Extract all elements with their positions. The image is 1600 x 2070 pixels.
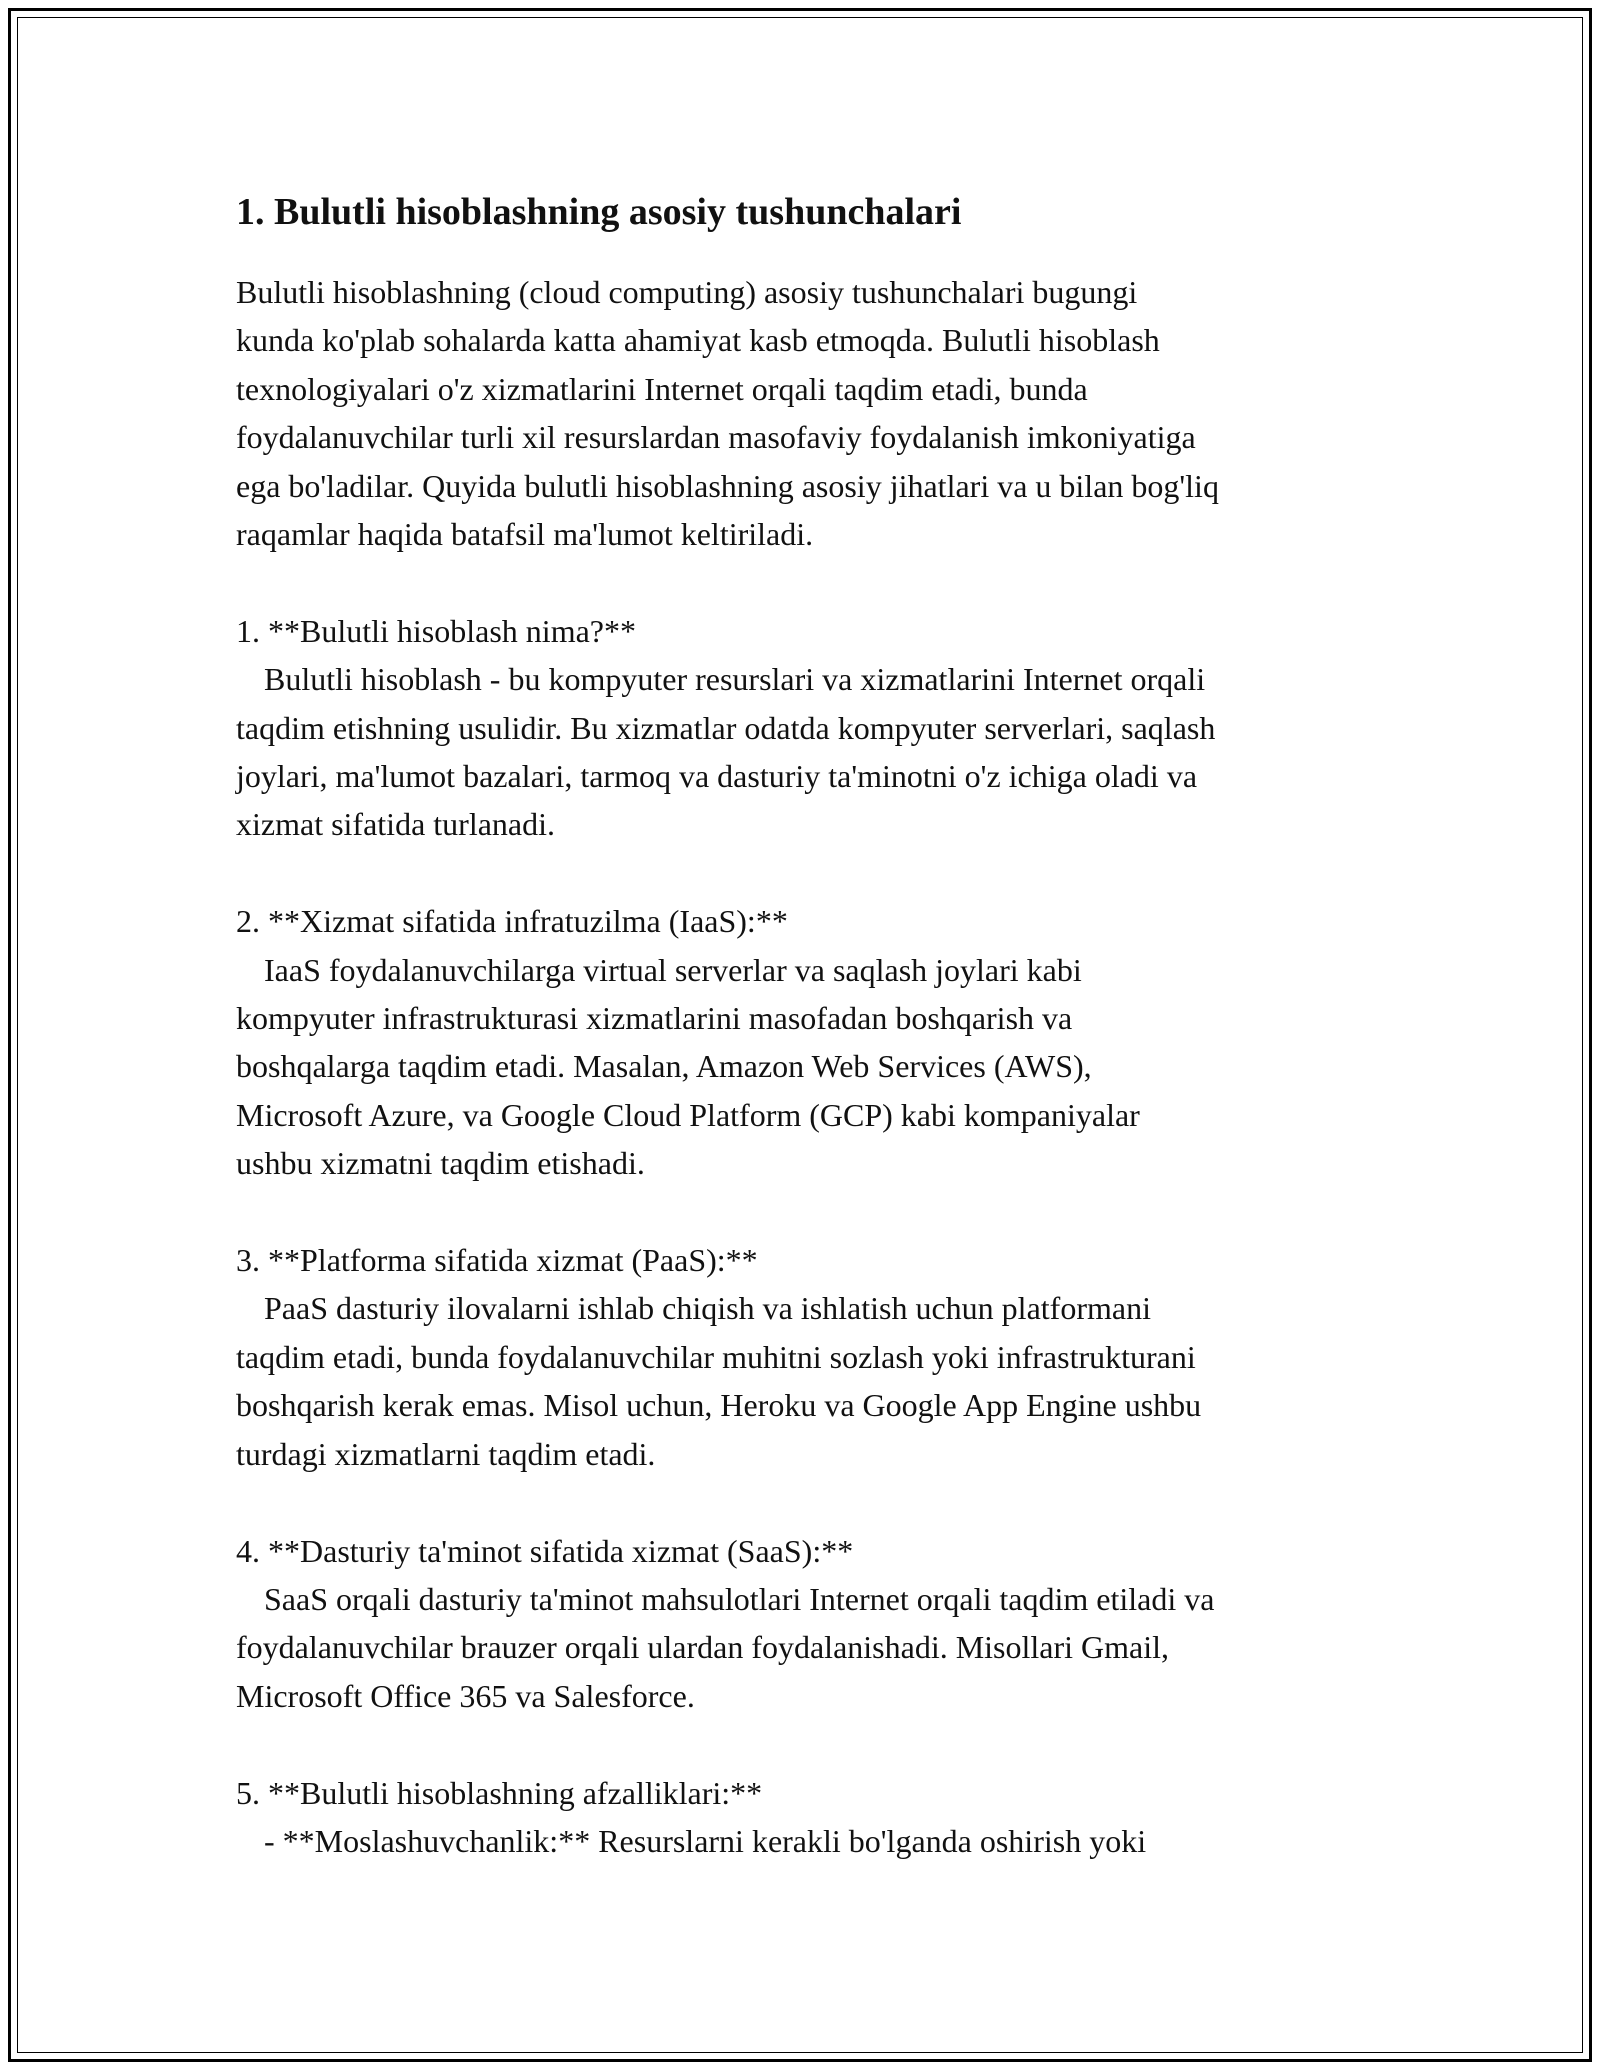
list-item-title: 5. **Bulutli hisoblashning afzalliklari:**	[236, 1774, 763, 1811]
list-item-iaas	[236, 897, 1366, 1187]
list-item-line: taqdim etishning usulidir. Bu xizmatlar odatda kompyuter serverlari, saqlash	[236, 709, 1216, 746]
intro-line: Bulutli hisoblashning (cloud computing) asosiy tushunchalari bugungi	[236, 274, 1138, 310]
intro-line: texnologiyalari o'z xizmatlarini Internet orqali taqdim etadi, bunda	[236, 370, 1088, 407]
list-item-line: foydalanuvchilar brauzer orqali ulardan foydalanishadi. Misollari Gmail,	[236, 1629, 1170, 1666]
intro-paragraph	[236, 268, 1366, 558]
list-item-title: 2. **Xizmat sifatida infratuzilma (IaaS):**	[236, 903, 788, 940]
list-item-line: IaaS foydalanuvchilarga virtual serverlar va saqlash joylari kabi	[264, 951, 1082, 988]
paragraph-gap	[236, 1188, 1366, 1236]
list-item-line: xizmat sifatida turlanadi.	[236, 806, 555, 843]
intro-line: kunda ko'plab sohalarda katta ahamiyat kasb etmoqda. Bulutli hisoblash	[236, 322, 1160, 359]
list-item-line: kompyuter infrastrukturasi xizmatlarini masofadan boshqarish va	[236, 1000, 1073, 1037]
list-item-title: 3. **Platforma sifatida xizmat (PaaS):**	[236, 1242, 758, 1279]
list-item-line: PaaS dasturiy ilovalarni ishlab chiqish va ishlatish uchun platformani	[264, 1290, 1151, 1327]
list-item-line: SaaS orqali dasturiy ta'minot mahsulotlari Internet orqali taqdim etiladi va	[264, 1580, 1215, 1617]
list-item-title: 1. **Bulutli hisoblash nima?**	[236, 612, 636, 649]
list-item-line: - **Moslashuvchanlik:** Resurslarni kerakli bo'lganda oshirish yoki	[264, 1822, 1147, 1859]
intro-line: foydalanuvchilar turli xil resurslardan masofaviy foydalanish imkoniyatiga	[236, 419, 1196, 456]
list-item-line: taqdim etadi, bunda foydalanuvchilar muhitni sozlash yoki infrastrukturani	[236, 1338, 1196, 1375]
intro-line: ega bo'ladilar. Quyida bulutli hisoblashning asosiy jihatlari va u bilan bog'liq	[236, 467, 1219, 504]
list-item-line: Bulutli hisoblash - bu kompyuter resurslari va xizmatlarini Internet orqali	[264, 661, 1206, 698]
list-item-saas	[236, 1527, 1366, 1721]
list-item-line: ushbu xizmatni taqdim etishadi.	[236, 1145, 645, 1182]
section-heading: 1. Bulutli hisoblashning asosiy tushunchalari	[236, 191, 962, 233]
list-item-line: joylari, ma'lumot bazalari, tarmoq va dasturiy ta'minotni o'z ichiga oladi va	[236, 758, 1198, 795]
intro-line: raqamlar haqida batafsil ma'lumot keltiriladi.	[236, 516, 814, 553]
paragraph-gap	[236, 558, 1366, 606]
list-item-what-is-cloud	[236, 607, 1366, 849]
list-item-title: 4. **Dasturiy ta'minot sifatida xizmat (SaaS):**	[236, 1532, 854, 1569]
paragraph-gap	[236, 1478, 1366, 1526]
list-item-line: turdagi xizmatlarni taqdim etadi.	[236, 1435, 656, 1472]
list-item-line: Microsoft Azure, va Google Cloud Platform (GCP) kabi kompaniyalar	[236, 1096, 1140, 1133]
paragraph-gap	[236, 849, 1366, 897]
list-item-paas	[236, 1236, 1366, 1478]
document-body	[236, 188, 1366, 1865]
list-item-advantages	[236, 1769, 1366, 1866]
list-item-line: boshqarish kerak emas. Misol uchun, Heroku va Google App Engine ushbu	[236, 1387, 1202, 1424]
list-item-line: boshqalarga taqdim etadi. Masalan, Amazon Web Services (AWS),	[236, 1048, 1092, 1085]
list-item-line: Microsoft Office 365 va Salesforce.	[236, 1677, 695, 1714]
paragraph-gap	[236, 1720, 1366, 1768]
